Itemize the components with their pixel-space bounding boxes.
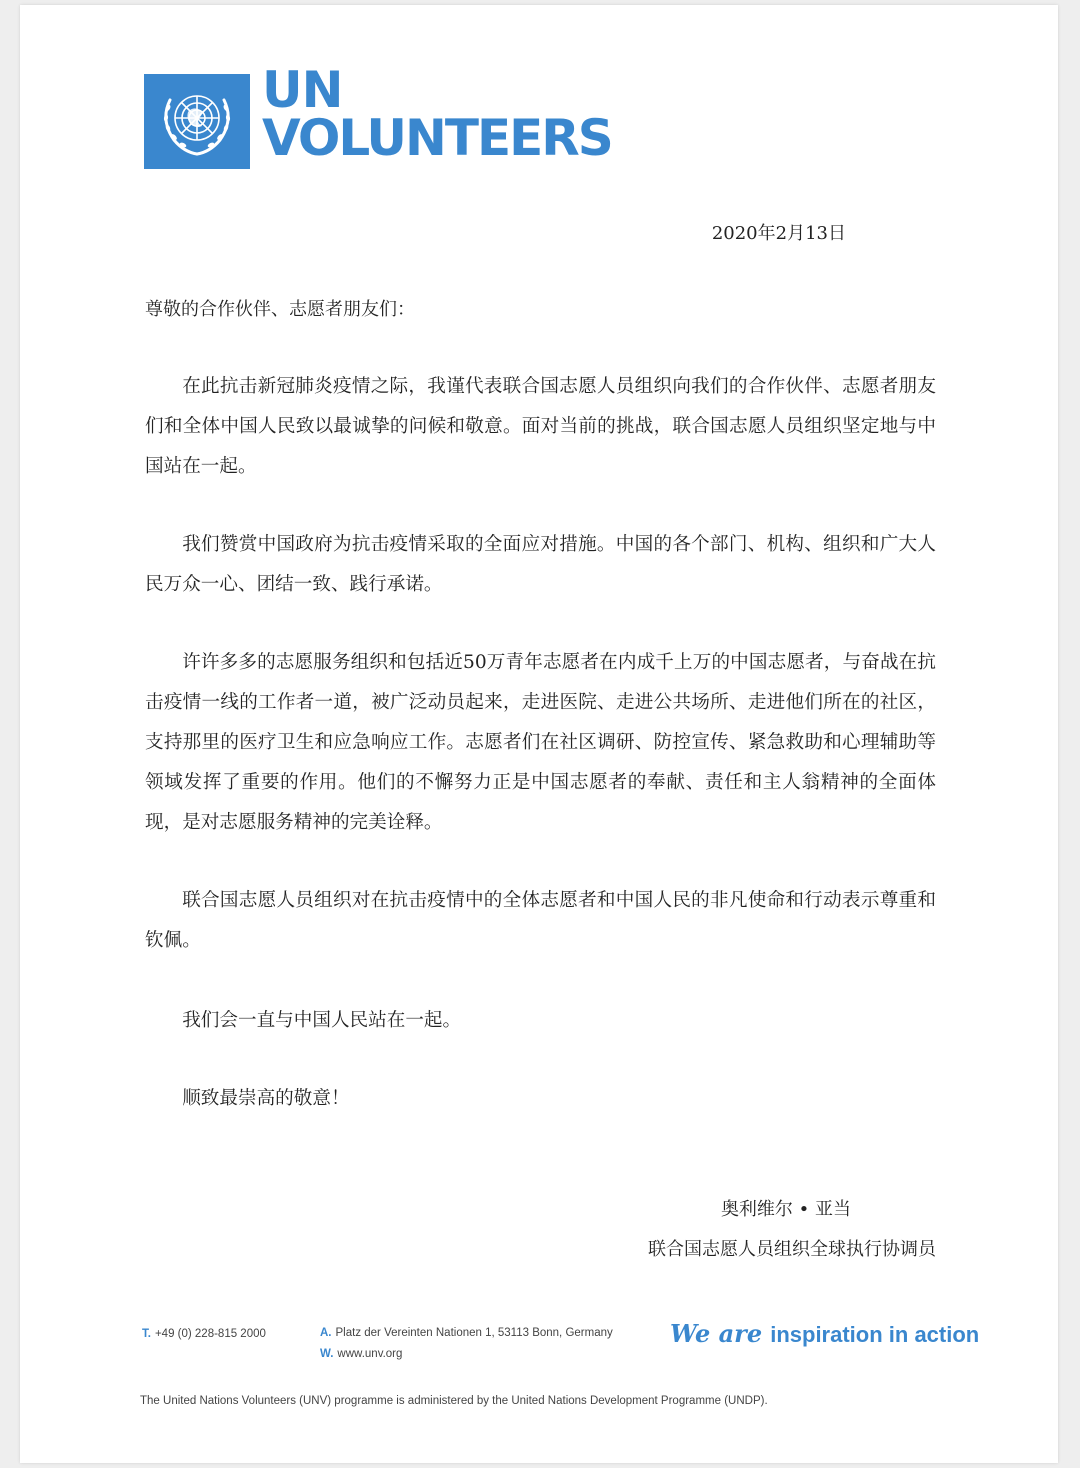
- footer-note: The United Nations Volunteers (UNV) programme is administered by the United Nations Development Programme (UNDP).: [140, 1395, 768, 1407]
- phone-value: +49 (0) 228-815 2000: [154, 1328, 266, 1340]
- logo-line-un: UN: [262, 61, 343, 119]
- paragraph-5: 我们会一直与中国人民站在一起。: [182, 1010, 462, 1031]
- slogan-rest: inspiration in action: [770, 1322, 980, 1347]
- paragraph-1: 在此抗击新冠肺炎疫情之际，我谨代表联合国志愿人员组织向我们的合作伙伴、志愿者朋友们和全体中国人民致以最诚挚的问候和敬意。面对当前的挑战，联合国志愿人员组织坚定地与中国站在一起。: [145, 376, 936, 477]
- signature-title: 联合国志愿人员组织全球执行协调员: [648, 1239, 936, 1260]
- paragraph-4: 联合国志愿人员组织对在抗击疫情中的全体志愿者和中国人民的非凡使命和行动表示尊重和钦佩。: [145, 890, 936, 951]
- signature-name: 奥利维尔 • 亚当: [720, 1199, 851, 1220]
- logo-wordmark: [262, 61, 612, 167]
- closing-line: 顺致最崇高的敬意！: [182, 1088, 350, 1109]
- footer-address: [320, 1327, 613, 1339]
- un-volunteers-logo: [144, 61, 664, 170]
- address-label: A.: [320, 1327, 332, 1339]
- paragraph-2: 我们赞赏中国政府为抗击疫情采取的全面应对措施。中国的各个部门、机构、组织和广大人民万众一心、团结一致、践行承诺。: [145, 534, 936, 595]
- footer-web: [320, 1348, 402, 1360]
- paragraph-3: 许许多多的志愿服务组织和包括近50万青年志愿者在内成千上万的中国志愿者，与奋战在抗击疫情一线的工作者一道，被广泛动员起来，走进医院、走进公共场所、走进他们所在的社区，支持那里的医疗卫生和应急响应工作。志愿者们在社区调研、防控宣传、紧急救助和心理辅助等领域发挥了重要的作用。他们的不懈努力正是中国志愿者的奉献、责任和主人翁精神的全面体现，是对志愿服务精神的完美诠释。: [145, 652, 936, 833]
- web-value[interactable]: www.unv.org: [337, 1348, 403, 1360]
- letter-date: 2020年2月13日: [711, 223, 846, 244]
- slogan-we-are: We are: [670, 1319, 763, 1348]
- salutation: 尊敬的合作伙伴、志愿者朋友们：: [145, 299, 415, 320]
- address-value: Platz der Vereinten Nationen 1, 53113 Bonn, Germany: [335, 1327, 613, 1339]
- letter-page: [20, 5, 1058, 1463]
- un-emblem-icon: [144, 74, 250, 169]
- logo-line-volunteers: VOLUNTEERS: [262, 109, 612, 167]
- web-label: W.: [320, 1348, 334, 1360]
- phone-label: T.: [142, 1328, 151, 1340]
- footer-slogan: [670, 1319, 979, 1348]
- footer-phone: [142, 1328, 266, 1340]
